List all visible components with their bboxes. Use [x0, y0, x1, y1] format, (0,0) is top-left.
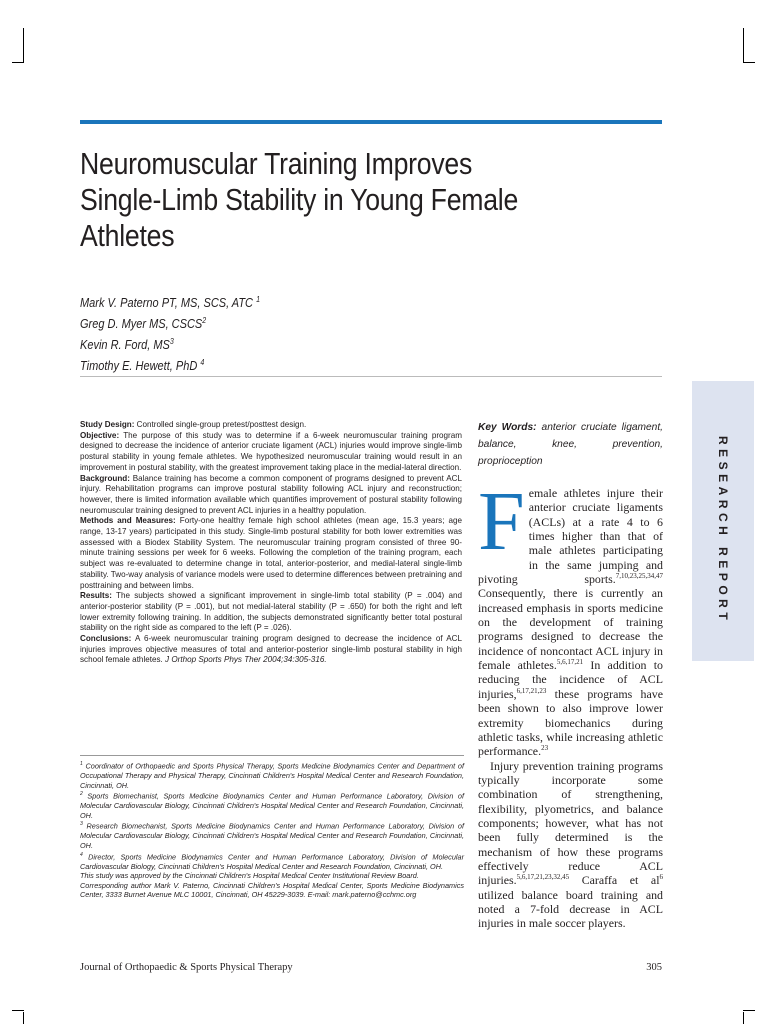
- citation-ref: 5,6,17,21: [556, 658, 584, 667]
- crop-mark: [743, 28, 744, 62]
- footnote: $^2$ Sports Biomechanist, Sports Medicine Biodynamics Center and Human Performance Laboratory, Division of Molecular Cardiovascular Biology, Cincinnati Children's Hospital Medical Center and Research Foundation, Cincinnati, OH.: [80, 791, 464, 820]
- abstract-study-design: Study Design: Controlled single-group pretest/posttest design.: [80, 420, 307, 429]
- author: Timothy E. Hewett, PhD $^4$: [80, 358, 205, 374]
- page-number: 305: [646, 962, 662, 973]
- citation-ref: 23: [541, 744, 549, 753]
- text-run: emale athletes injure their anterior cruciate ligaments (ACLs) at a rate 4 to 6 times higher than that of male athletes participating in the same jumping and pivoting sports.: [478, 486, 663, 587]
- title-line: Athletes: [80, 218, 175, 253]
- abstract-results: Results: The subjects showed a significant improvement in single-limb total stability (P = .004) and anterior-posterior stability (P = .001), but not medial-lateral stability (P = .650) for both the right and left lower extremity following training. In addition, the subjects demonstrated significantly better total postural stability on the right side as compared to the left (P = .026).: [80, 591, 462, 633]
- footnote-rule: [80, 755, 464, 756]
- footnotes: [80, 760, 464, 900]
- abstract-background: Background: Balance training has become a common component of programs designed to prevent ACL injury. Rehabilitation programs can improve postural stability following ACL injury and reconstruction; however, there is limited information available which quantifies improvement of postural stability following neuromuscular training designed to prevent ACL injuries in a healthy population.: [80, 473, 462, 515]
- footnote: $^4$ Director, Sports Medicine Biodynamics Center and Human Performance Laboratory, Division of Molecular Cardiovascular Biology, Cincinnati Children's Hospital Medical Center and Research Foundation, Cincinnati, OH.: [80, 851, 464, 871]
- author: Mark V. Paterno PT, MS, SCS, ATC $^1$: [80, 295, 260, 311]
- text-run: these programs have been shown to also improve lower extremity biomechanics during athletic tasks, while increasing athletic performance.: [478, 686, 663, 759]
- title-line: Single-Limb Stability in Young Female: [80, 182, 519, 217]
- citation-ref: 6: [659, 873, 663, 882]
- title-line: Neuromuscular Training Improves: [80, 146, 473, 181]
- footnote: Corresponding author Mark V. Paterno, Cincinnati Children's Hospital Medical Center, Sports Medicine Biodynamics Center, 3333 Burnet Avenue MLC 10001, Cincinnati, OH 45229-3039. E-mail: mark.paterno@cchmc.org: [80, 880, 464, 900]
- section-divider: [80, 376, 662, 377]
- body-text: [478, 475, 664, 931]
- abstract-conclusions: Conclusions: A 6-week neuromuscular training program designed to decrease the incidence of ACL injuries improves objective measures of total and anterior-posterior single-limb postural stability in high school female athletes. J Orthop Sports Phys Ther 2004;34:305-316.: [80, 634, 462, 665]
- text-run: Caraffa et al: [569, 873, 660, 888]
- citation-ref: 6,17,21,23: [516, 686, 547, 695]
- header-rule: [80, 120, 662, 124]
- citation-ref: 5,6,17,21,23,32,45: [516, 873, 570, 882]
- crop-mark: [23, 1012, 24, 1024]
- body-paragraph: [478, 759, 663, 931]
- footnote: $^1$ Coordinator of Orthopaedic and Sports Physical Therapy, Sports Medicine Biodynamics Center and Department of Occupational Therapy and Physical Therapy, Cincinnati Children's Hospital Medical Center and Research Foundation, Cincinnati, OH.: [80, 761, 464, 790]
- abstract-objective: Objective: The purpose of this study was to determine if a 6-week neuromuscular training program designed to decrease the incidence of anterior cruciate ligament (ACL) injuries would improve single-limb postural stability in young female athletes. We hypothesized neuromuscular training would result in an improvement in postural stability, with the greatest improvement taking place in the medial-lateral direction.: [80, 430, 462, 472]
- crop-mark: [12, 1010, 24, 1011]
- section-label: RESEARCH REPORT: [716, 436, 730, 625]
- crop-mark: [743, 1010, 755, 1011]
- author-list: [80, 291, 480, 376]
- author: Greg D. Myer MS, CSCS$^2$: [80, 316, 207, 332]
- footnote: $^3$ Research Biomechanist, Sports Medicine Biodynamics Center and Human Performance Laboratory, Division of Molecular Cardiovascular Biology, Cincinnati Children's Hospital Medical Center and Research Foundation, Cincinnati, OH.: [80, 821, 464, 851]
- crop-mark: [23, 28, 24, 62]
- paragraph-runs: [478, 759, 663, 931]
- abstract-methods: Methods and Measures: Forty-one healthy female high school athletes (mean age, 15.3 years; age range, 13-17 years) participated in this study. Single-limb postural stability for both lower extremities was assessed with a Biodex Stability System. The neuromuscular training program consisted of three 90-minute training sessions per week for 6 weeks. Following the completion of the training program, each subject was re-evaluated to determine change in total, anterior-posterior, and medial-lateral single-limb stability. Two-way analysis of variance models were used to determine differences between pretraining and posttraining and between limbs.: [80, 516, 462, 590]
- body-paragraph: [478, 475, 664, 759]
- crop-mark: [743, 62, 755, 63]
- text-run: Consequently, there is currently an increased emphasis in sports medicine on the development of training programs designed to decrease the incidence of noncontact ACL injury in female athletes.: [478, 586, 663, 673]
- text-run: In addition to reducing the incidence of ACL injuries,: [478, 658, 664, 701]
- abstract: [80, 420, 462, 666]
- citation-ref: 7,10,23,25,34,47: [615, 572, 663, 581]
- text-run: Injury prevention training programs typically incorporate some combination of strengthening, flexibility, plyometrics, and balance components; however, what has not been fully determined is the mechanism of how these programs effectively reduce ACL injuries.: [478, 758, 663, 888]
- footnote: This study was approved by the Cincinnati Children's Hospital Medical Center Institutional Review Board.: [80, 871, 419, 881]
- drop-cap: F: [478, 475, 525, 568]
- crop-mark: [743, 1012, 744, 1024]
- text-run: utilized balance board training and noted a 7-fold decrease in ACL injuries in male soccer players.: [478, 887, 663, 931]
- journal-name: Journal of Orthopaedic & Sports Physical Therapy: [80, 962, 293, 973]
- crop-mark: [12, 62, 24, 63]
- key-words: Key Words: anterior cruciate ligament, balance, knee, prevention, proprioception: [478, 422, 664, 467]
- author: Kevin R. Ford, $MS^3$: [80, 337, 174, 353]
- article-title: [80, 146, 587, 254]
